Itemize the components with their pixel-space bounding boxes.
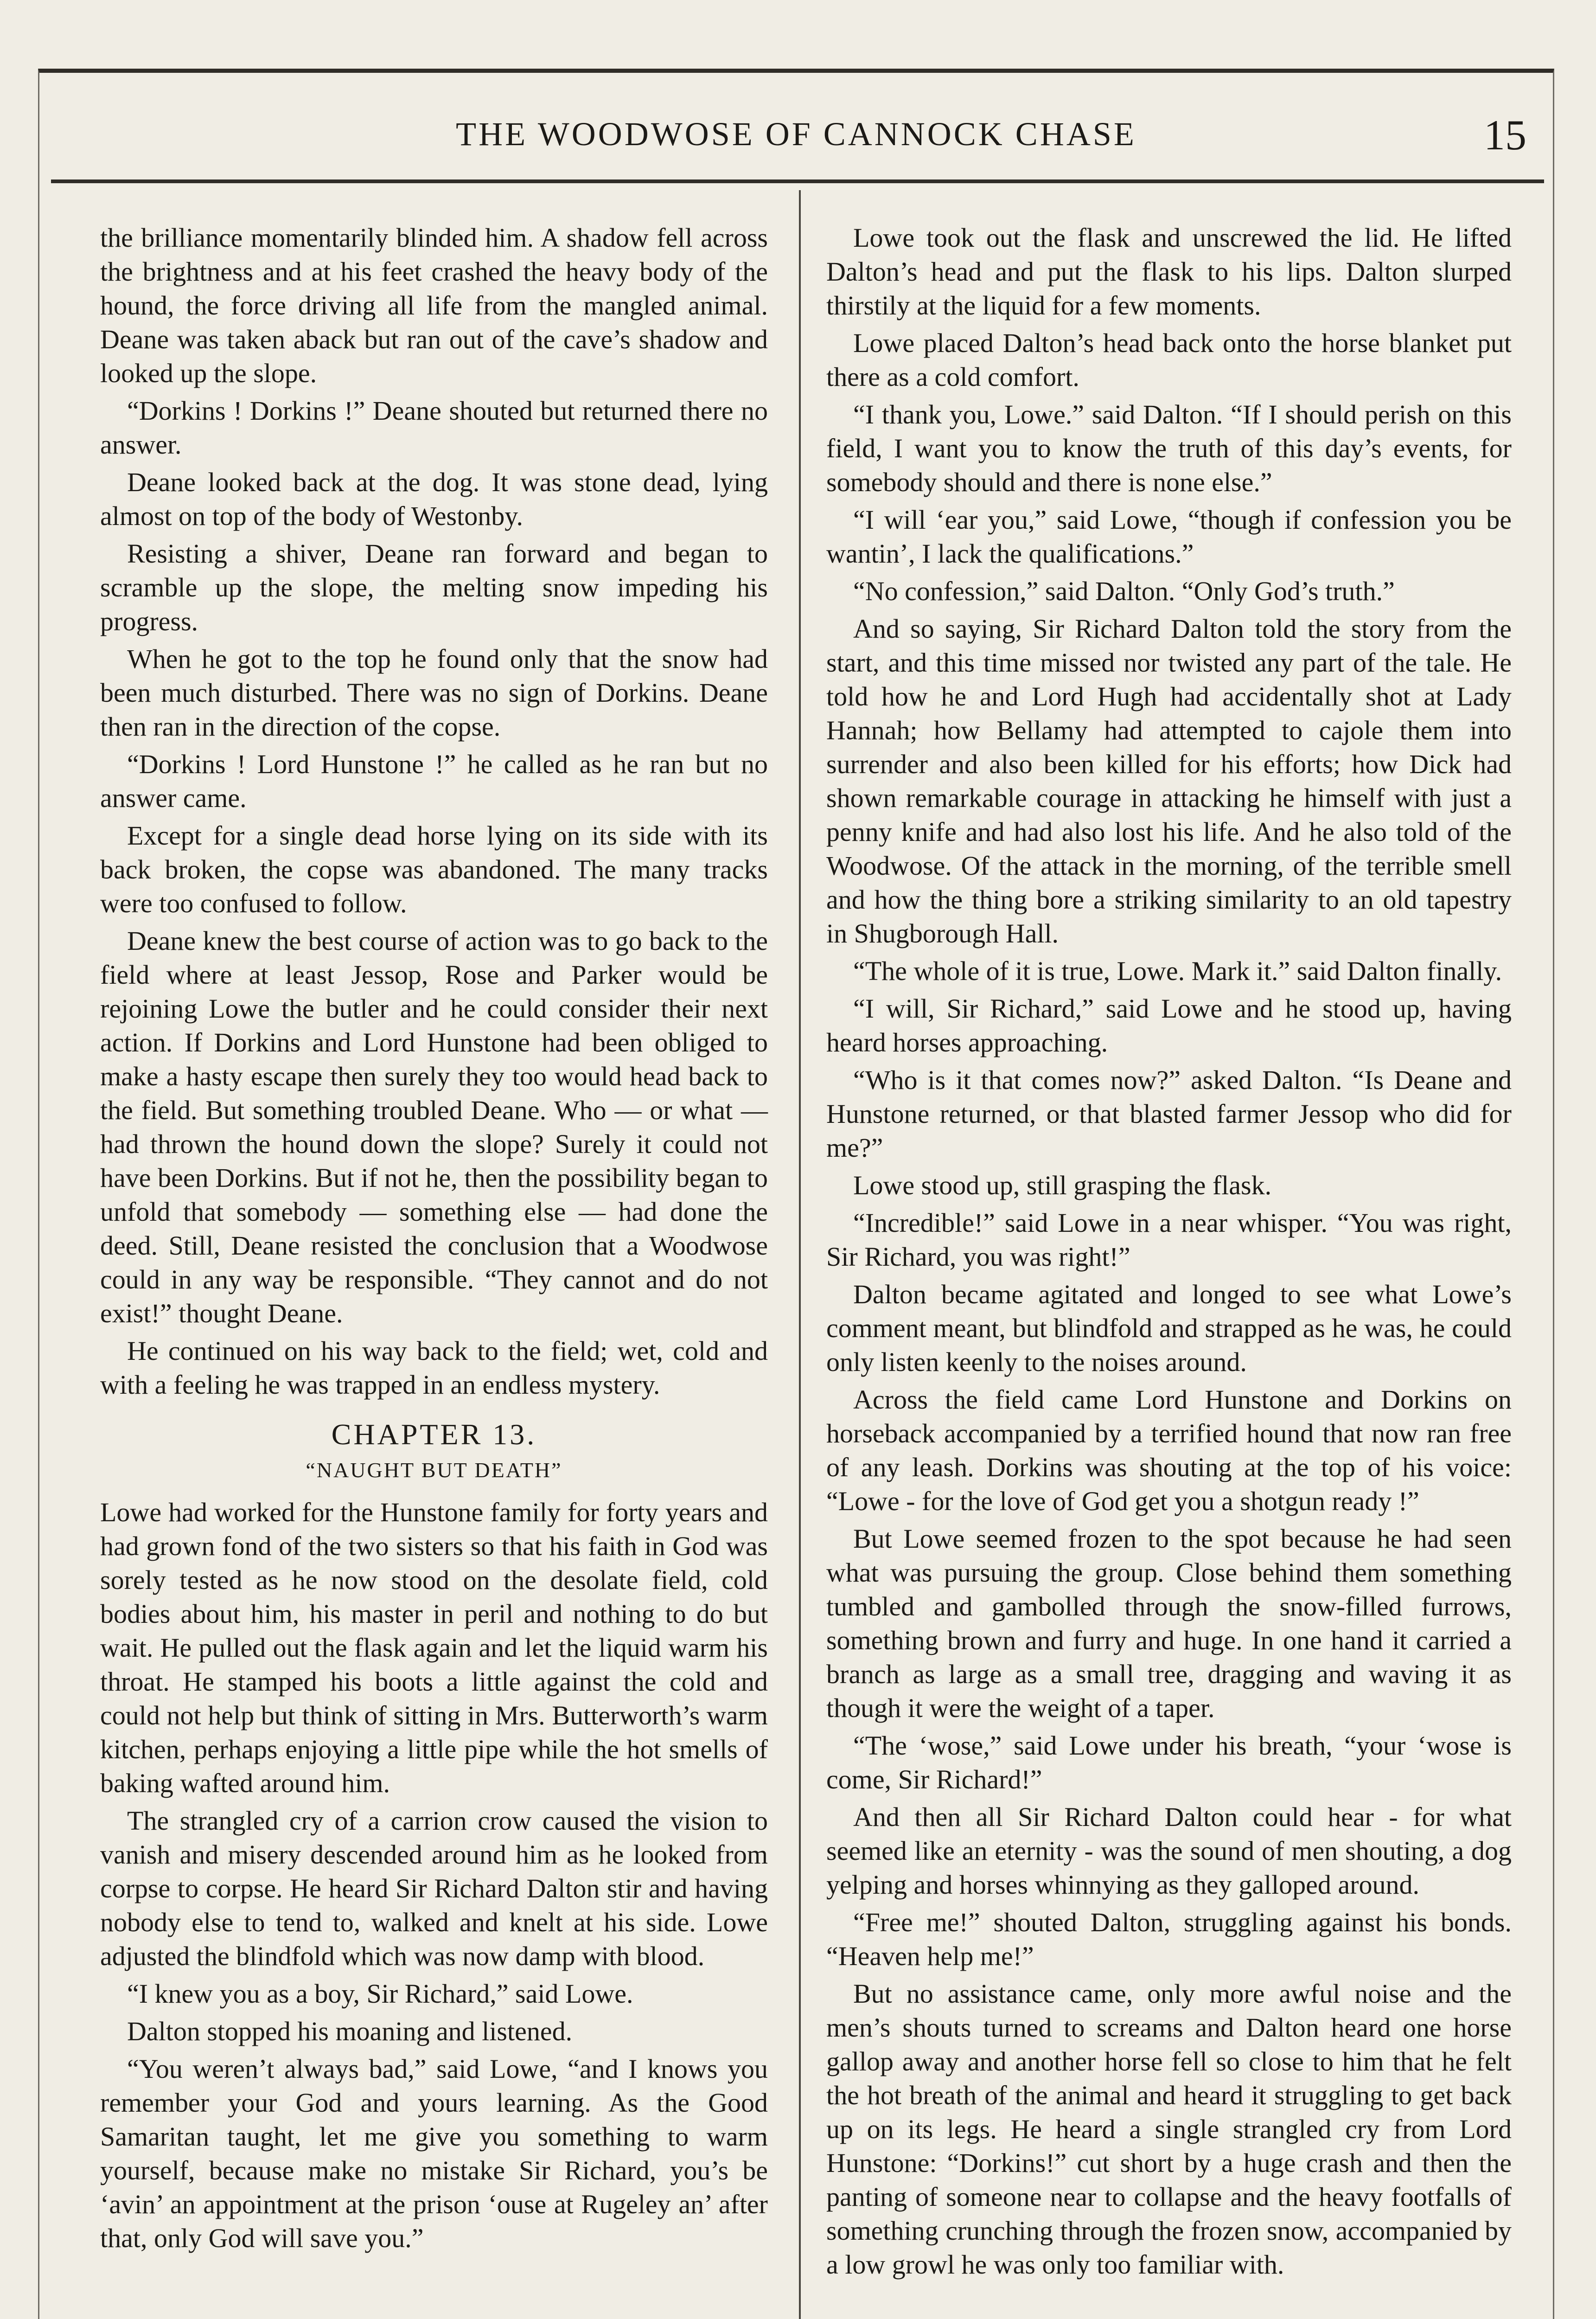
- header-rule: [51, 179, 1544, 183]
- paragraph: But no assistance came, only more awful noise and the men’s shouts turned to screams and Dalton heard one horse gallop away and another horse fell so close to him that he felt the hot breath of the animal and heard it struggling to get back up on its legs. He heard a single strangled cry from Lord Hunstone: “Dorkins!” cut short by a huge crash and then the panting of someone near to collapse and the heavy footfalls of something crunching through the frozen snow, accompanied by a low growl he was only too familiar with.: [826, 1979, 1512, 2280]
- chapter-heading: CHAPTER 13.: [331, 1418, 537, 1451]
- paragraph: “The whole of it is true, Lowe. Mark it.” said Dalton finally.: [853, 956, 1502, 986]
- paragraph: Deane looked back at the dog. It was stone dead, lying almost on top of the body of Westonby.: [100, 467, 768, 531]
- paragraph: “I knew you as a boy, Sir Richard,” said Lowe.: [127, 1979, 633, 2009]
- paragraph: “No confession,” said Dalton. “Only God’s truth.”: [853, 576, 1395, 606]
- paragraph: “The ‘wose,” said Lowe under his breath, “your ‘wose is come, Sir Richard!”: [826, 1730, 1512, 1794]
- paragraph: Dalton became agitated and longed to see what Lowe’s comment meant, but blindfold and strapped as he was, he could only listen keenly to the noises around.: [826, 1279, 1512, 1377]
- paragraph: Resisting a shiver, Deane ran forward and began to scramble up the slope, the melting snow impeding his progress.: [100, 538, 768, 636]
- running-header: [38, 107, 1554, 162]
- paragraph: “Incredible!” said Lowe in a near whisper. “You was right, Sir Richard, you was right!”: [826, 1208, 1512, 1272]
- right-column: [826, 221, 1512, 2285]
- paragraph: But Lowe seemed frozen to the spot because he had seen what was pursuing the group. Close behind them something tumbled and gambolled through the snow-filled furrows, something brown and furry and huge. In one hand it carried a branch as large as a small tree, dragging and waving it as though it were the weight of a taper.: [826, 1524, 1512, 1723]
- paragraph: Lowe had worked for the Hunstone family for forty years and had grown fond of the two sisters so that his faith in God was sorely tested as he now stood on the desolate field, cold bodies about him, his master in peril and nothing to do but wait. He pulled out the flask again and let the liquid warm his throat. He stamped his boots a little against the cold and could not help but think of sitting in Mrs. Butterworth’s warm kitchen, perhaps enjoying a little pipe while the hot smells of baking wafted around him.: [100, 1497, 768, 1798]
- paragraph: Except for a single dead horse lying on its side with its back broken, the copse was abandoned. The many tracks were too confused to follow.: [100, 820, 768, 918]
- paragraph: “Free me!” shouted Dalton, struggling against his bonds. “Heaven help me!”: [826, 1907, 1512, 1971]
- paragraph: “Who is it that comes now?” asked Dalton. “Is Deane and Hunstone returned, or that blasted farmer Jessop who did for me?”: [826, 1065, 1512, 1163]
- paragraph: “Dorkins ! Dorkins !” Deane shouted but returned there no answer.: [100, 396, 768, 460]
- paragraph: “Dorkins ! Lord Hunstone !” he called as he ran but no answer came.: [100, 749, 768, 813]
- paragraph: And so saying, Sir Richard Dalton told the story from the start, and this time missed nor twisted any part of the tale. He told how he and Lord Hugh had accidentally shot at Lady Hannah; how Bellamy had attempted to cajole them into surrender and also been killed for his efforts; how Dick had shown remarkable courage in attacking he himself with just a penny knife and had also lost his life. And he also told of the Woodwose. Of the attack in the morning, of the terrible smell and how the thing bore a striking similarity to an old tapestry in Shugborough Hall.: [826, 614, 1512, 948]
- paragraph: “You weren’t always bad,” said Lowe, “and I knows you remember your God and yours learning. As the Good Samaritan taught, let me give you something to warm yourself, because make no mistake Sir Richard, you’s be ‘avin’ an appointment at the prison ‘ouse at Rugeley an’ after that, only God will save you.”: [100, 2054, 768, 2253]
- chapter-subtitle: “NAUGHT BUT DEATH”: [306, 1458, 562, 1482]
- page-number: 15: [1484, 111, 1526, 159]
- paragraph: Deane knew the best course of action was to go back to the field where at least Jessop, Rose and Parker would be rejoining Lowe the butler and he could consider their next action. If Dorkins and Lord Hunstone had been obliged to make a hasty escape then surely they too would head back to the field. But something troubled Deane. Who — or what — had thrown the hound down the slope? Surely it could not have been Dorkins. But if not he, then the possibility began to unfold that somebody — something else — had done the deed. Still, Deane resisted the conclusion that a Woodwose could in any way be responsible. “They cannot and do not exist!” thought Deane.: [100, 926, 768, 1328]
- paragraph: Lowe took out the flask and unscrewed the lid. He lifted Dalton’s head and put the flask to his lips. Dalton slurped thirstily at the liquid for a few moments.: [826, 223, 1512, 320]
- paragraph: “I will ‘ear you,” said Lowe, “though if confession you be wantin’, I lack the qualifications.”: [826, 505, 1512, 569]
- paragraph: The strangled cry of a carrion crow caused the vision to vanish and misery descended around him as he looked from corpse to corpse. He heard Sir Richard Dalton stir and having nobody else to tend to, walked and knelt at his side. Lowe adjusted the blindfold which was now damp with blood.: [100, 1806, 768, 1971]
- running-title: THE WOODWOSE OF CANNOCK CHASE: [456, 115, 1136, 153]
- paragraph: the brilliance momentarily blinded him. A shadow fell across the brightness and at his feet crashed the heavy body of the hound, the force driving all life from the mangled animal. Deane was taken aback but ran out of the cave’s shadow and looked up the slope.: [100, 223, 768, 388]
- paragraph: When he got to the top he found only that the snow had been much disturbed. There was no sign of Dorkins. Deane then ran in the direction of the copse.: [100, 644, 768, 742]
- column-divider: [799, 190, 801, 2319]
- paragraph: And then all Sir Richard Dalton could hear - for what seemed like an eternity - was the sound of men shouting, a dog yelping and horses whinnying as they galloped around.: [826, 1802, 1512, 1900]
- paragraph: “I will, Sir Richard,” said Lowe and he stood up, having heard horses approaching.: [826, 993, 1512, 1057]
- left-column: [100, 221, 768, 2259]
- paragraph: Dalton stopped his moaning and listened.: [127, 2016, 573, 2046]
- paragraph: He continued on his way back to the field; wet, cold and with a feeling he was trapped in an endless mystery.: [100, 1336, 768, 1400]
- paragraph: Lowe placed Dalton’s head back onto the horse blanket put there as a cold comfort.: [826, 328, 1512, 392]
- paragraph: Across the field came Lord Hunstone and Dorkins on horseback accompanied by a terrified hound that now ran free of any leash. Dorkins was shouting at the top of his voice: “Lowe - for the love of God get you a shotgun ready !”: [826, 1384, 1512, 1516]
- paragraph: Lowe stood up, still grasping the flask.: [853, 1170, 1272, 1200]
- paragraph: “I thank you, Lowe.” said Dalton. “If I should perish on this field, I want you to know the truth of this day’s events, for somebody should and there is none else.”: [826, 399, 1512, 497]
